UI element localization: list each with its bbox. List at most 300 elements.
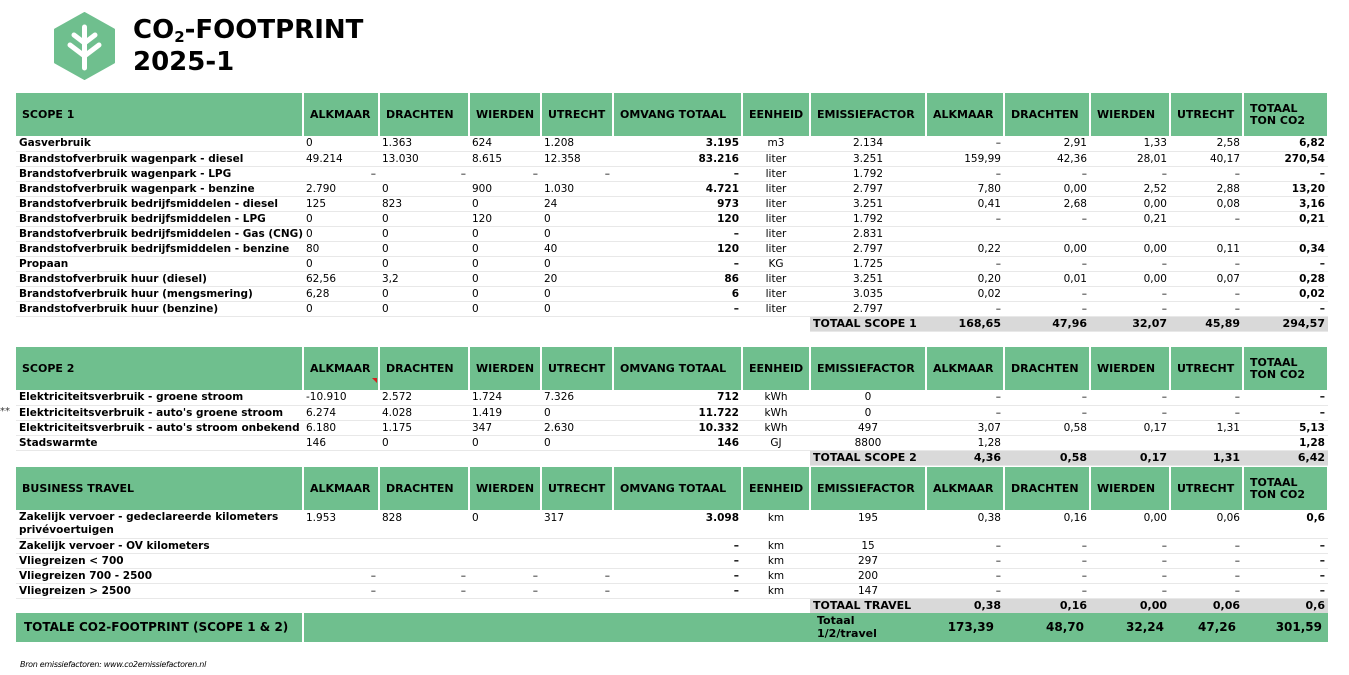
cell-t_alk[interactable]: – [926,538,1004,553]
cell-wie[interactable]: – [469,568,541,583]
cell-name[interactable]: Brandstofverbruik huur (diesel) [16,271,303,286]
cell-wie[interactable]: 1.724 [469,390,541,405]
cell-utr[interactable]: 40 [541,241,613,256]
cell-t_utr[interactable]: 40,17 [1170,151,1243,166]
cell-dra[interactable]: 0 [379,241,469,256]
cell-utr[interactable]: 0 [541,286,613,301]
cell-factor[interactable]: 297 [810,553,926,568]
cell-dra[interactable]: 0 [379,301,469,316]
cell-t_utr[interactable]: 0,07 [1170,271,1243,286]
cell-wie[interactable]: 0 [469,196,541,211]
cell-t_dra[interactable]: 0,16 [1004,510,1090,538]
cell-factor[interactable]: 3.251 [810,196,926,211]
cell-factor[interactable]: 2.831 [810,226,926,241]
cell-omv[interactable]: 3.195 [613,136,742,151]
cell-name[interactable]: Zakelijk vervoer - gedeclareerde kilometers privévoertuigen [16,510,303,538]
scope1-col-ton-wierden: WIERDEN [1090,93,1170,136]
cell-dra[interactable]: 0 [379,226,469,241]
cell-alk[interactable]: 0 [303,301,379,316]
cell-alk[interactable] [303,553,379,568]
cell-t_wie[interactable]: – [1090,256,1170,271]
cell-t_wie[interactable]: – [1090,286,1170,301]
grand-total-bar [16,613,1328,642]
cell-dra[interactable]: – [379,568,469,583]
cell-utr[interactable]: 0 [541,256,613,271]
cell-total[interactable]: – [1243,553,1328,568]
scope2-col-utrecht: UTRECHT [541,347,613,390]
cell-t_alk[interactable]: – [926,568,1004,583]
cell-t_utr[interactable]: – [1170,301,1243,316]
cell-name[interactable]: Elektriciteitsverbruik - auto's stroom onbekend [16,420,303,435]
cell-alk[interactable] [303,538,379,553]
cell-factor[interactable]: 147 [810,583,926,598]
cell-name[interactable]: Brandstofverbruik bedrijfsmiddelen - benzine [16,241,303,256]
travel-table [16,467,1329,614]
cell-t_wie[interactable]: 0,00 [1090,241,1170,256]
cell-dra[interactable]: 823 [379,196,469,211]
cell-factor[interactable]: 8800 [810,435,926,450]
cell-factor[interactable]: 497 [810,420,926,435]
cell-factor[interactable]: 3.251 [810,271,926,286]
cell-total[interactable]: – [1243,583,1328,598]
travel-col-drachten: DRACHTEN [379,467,469,510]
cell-name[interactable]: Brandstofverbruik wagenpark - benzine [16,181,303,196]
cell-alk[interactable]: 49.214 [303,151,379,166]
cell-t_utr[interactable]: 1,31 [1170,420,1243,435]
cell-utr[interactable]: 2.630 [541,420,613,435]
cell-utr[interactable]: 20 [541,271,613,286]
cell-name[interactable]: Brandstofverbruik bedrijfsmiddelen - diesel [16,196,303,211]
cell-name[interactable]: Brandstofverbruik bedrijfsmiddelen - Gas (CNG) [16,226,303,241]
cell-omv[interactable]: – [613,583,742,598]
cell-unit[interactable]: liter [742,166,810,181]
cell-total[interactable]: 0,28 [1243,271,1328,286]
cell-t_utr[interactable] [1170,435,1243,450]
cell-omv[interactable]: 11.722 [613,405,742,420]
cell-utr[interactable]: 0 [541,435,613,450]
cell-omv[interactable]: 120 [613,211,742,226]
cell-alk[interactable]: 146 [303,435,379,450]
table-row [16,286,1328,301]
cell-unit[interactable]: kWh [742,390,810,405]
cell-t_wie[interactable]: – [1090,405,1170,420]
cell-alk[interactable]: 0 [303,211,379,226]
cell-unit[interactable]: liter [742,181,810,196]
cell-omv[interactable]: – [613,256,742,271]
travel-col-totaal: TOTAAL TON CO2 [1243,467,1328,510]
cell-t_utr[interactable] [1170,226,1243,241]
cell-factor[interactable]: 2.797 [810,181,926,196]
cell-t_utr[interactable]: 0,06 [1170,510,1243,538]
cell-total[interactable]: – [1243,166,1328,181]
cell-omv[interactable]: – [613,226,742,241]
cell-wie[interactable] [469,553,541,568]
cell-unit[interactable]: GJ [742,435,810,450]
cell-name[interactable]: Vliegreizen > 2500 [16,583,303,598]
cell-t_alk[interactable]: 0,02 [926,286,1004,301]
cell-t_alk[interactable]: – [926,301,1004,316]
cell-unit[interactable]: liter [742,151,810,166]
cell-total[interactable]: 0,34 [1243,241,1328,256]
scope1-label: SCOPE 1 [16,93,303,136]
cell-t_alk[interactable]: 159,99 [926,151,1004,166]
cell-t_dra[interactable]: 2,68 [1004,196,1090,211]
scope2-col-eenheid: EENHEID [742,347,810,390]
cell-t_utr[interactable]: 2,88 [1170,181,1243,196]
cell-name[interactable]: Vliegreizen < 700 [16,553,303,568]
cell-t_wie[interactable]: 2,52 [1090,181,1170,196]
cell-utr[interactable]: 12.358 [541,151,613,166]
cell-omv[interactable]: 6 [613,286,742,301]
cell-t_wie[interactable]: 1,33 [1090,136,1170,151]
cell-name[interactable]: Elektriciteitsverbruik - groene stroom [16,390,303,405]
cell-dra[interactable]: 1.363 [379,136,469,151]
cell-t_dra[interactable]: 2,91 [1004,136,1090,151]
cell-dra[interactable]: 0 [379,181,469,196]
cell-name[interactable]: Brandstofverbruik huur (mengsmering) [16,286,303,301]
cell-t_dra[interactable]: – [1004,166,1090,181]
cell-t_wie[interactable]: – [1090,166,1170,181]
cell-wie[interactable]: 0 [469,271,541,286]
scope2-header-row [16,347,1328,390]
cell-dra[interactable] [379,538,469,553]
travel-col-ton-drachten: DRACHTEN [1004,467,1090,510]
cell-wie[interactable]: 120 [469,211,541,226]
cell-dra[interactable]: – [379,166,469,181]
cell-unit[interactable]: km [742,568,810,583]
cell-omv[interactable]: 973 [613,196,742,211]
cell-total[interactable]: 1,28 [1243,435,1328,450]
cell-unit[interactable]: km [742,510,810,538]
cell-omv[interactable]: – [613,538,742,553]
cell-t_alk[interactable]: 3,07 [926,420,1004,435]
cell-wie[interactable]: 347 [469,420,541,435]
cell-wie[interactable] [469,538,541,553]
cell-dra[interactable]: 828 [379,510,469,538]
cell-wie[interactable]: 624 [469,136,541,151]
cell-factor[interactable]: 1.725 [810,256,926,271]
cell-total[interactable]: 0,6 [1243,510,1328,538]
cell-factor[interactable]: 1.792 [810,211,926,226]
cell-dra[interactable]: 0 [379,211,469,226]
cell-factor[interactable]: 0 [810,405,926,420]
grand-total-utrecht: 47,26 [1198,620,1236,634]
cell-alk[interactable]: 80 [303,241,379,256]
cell-unit[interactable]: KG [742,256,810,271]
cell-utr[interactable]: 24 [541,196,613,211]
cell-factor[interactable]: 3.251 [810,151,926,166]
cell-factor[interactable]: 195 [810,510,926,538]
cell-utr[interactable]: – [541,166,613,181]
cell-factor[interactable]: 2.797 [810,301,926,316]
cell-t_utr[interactable]: – [1170,553,1243,568]
cell-factor[interactable]: 15 [810,538,926,553]
cell-factor[interactable]: 1.792 [810,166,926,181]
cell-total[interactable]: – [1243,568,1328,583]
cell-utr[interactable]: – [541,568,613,583]
cell-t_alk[interactable]: – [926,553,1004,568]
cell-wie[interactable]: – [469,166,541,181]
cell-omv[interactable]: 86 [613,271,742,286]
cell-t_dra[interactable]: – [1004,286,1090,301]
cell-utr[interactable]: 0 [541,226,613,241]
empty-cell [379,598,469,613]
cell-t_utr[interactable]: 2,58 [1170,136,1243,151]
cell-name[interactable]: Stadswarmte [16,435,303,450]
cell-omv[interactable]: 712 [613,390,742,405]
cell-t_wie[interactable]: – [1090,553,1170,568]
cell-name[interactable]: Brandstofverbruik wagenpark - LPG [16,166,303,181]
cell-wie[interactable]: 0 [469,226,541,241]
cell-t_alk[interactable] [926,226,1004,241]
cell-t_alk[interactable]: 7,80 [926,181,1004,196]
page-title: $CO_2$-FOOTPRINT 2025-1 [133,15,364,77]
cell-t_alk[interactable]: – [926,166,1004,181]
cell-factor[interactable]: 3.035 [810,286,926,301]
cell-t_alk[interactable]: 0,20 [926,271,1004,286]
cell-wie[interactable]: 0 [469,241,541,256]
cell-total[interactable]: 5,13 [1243,420,1328,435]
cell-utr[interactable]: 1.030 [541,181,613,196]
cell-t_wie[interactable]: – [1090,390,1170,405]
cell-t_alk[interactable]: 0,38 [926,510,1004,538]
cell-wie[interactable]: 8.615 [469,151,541,166]
scope1-total-label: TOTAAL SCOPE 1 [810,316,926,331]
cell-total[interactable]: 13,20 [1243,181,1328,196]
cell-t_dra[interactable]: – [1004,538,1090,553]
cell-utr[interactable]: 0 [541,301,613,316]
empty-cell [303,450,379,465]
cell-alk[interactable]: – [303,166,379,181]
cell-omv[interactable]: – [613,568,742,583]
cell-name[interactable]: Gasverbruik [16,136,303,151]
cell-unit[interactable]: liter [742,241,810,256]
table-row [16,405,1328,420]
cell-unit[interactable]: kWh [742,420,810,435]
scope2-total-label: TOTAAL SCOPE 2 [810,450,926,465]
cell-t_dra[interactable]: – [1004,301,1090,316]
cell-factor[interactable]: 2.797 [810,241,926,256]
cell-unit[interactable]: liter [742,211,810,226]
cell-utr[interactable]: – [541,583,613,598]
cell-t_dra[interactable]: – [1004,256,1090,271]
cell-utr[interactable]: 7.326 [541,390,613,405]
cell-t_wie[interactable]: 28,01 [1090,151,1170,166]
cell-t_utr[interactable]: – [1170,405,1243,420]
cell-dra[interactable]: 0 [379,435,469,450]
cell-omv[interactable]: – [613,166,742,181]
cell-omv[interactable]: 3.098 [613,510,742,538]
cell-wie[interactable]: 900 [469,181,541,196]
cell-t_wie[interactable]: 0,17 [1090,420,1170,435]
cell-omv[interactable]: 83.216 [613,151,742,166]
cell-t_utr[interactable]: – [1170,256,1243,271]
cell-factor[interactable]: 200 [810,568,926,583]
cell-alk[interactable]: 0 [303,256,379,271]
cell-alk[interactable]: 6.180 [303,420,379,435]
cell-t_alk[interactable]: – [926,211,1004,226]
cell-t_dra[interactable]: – [1004,553,1090,568]
cell-omv[interactable]: 10.332 [613,420,742,435]
cell-unit[interactable]: m3 [742,136,810,151]
cell-unit[interactable]: liter [742,301,810,316]
cell-omv[interactable]: 120 [613,241,742,256]
cell-dra[interactable] [379,553,469,568]
cell-omv[interactable]: – [613,553,742,568]
cell-t_alk[interactable]: – [926,390,1004,405]
table-row [16,553,1328,568]
cell-total[interactable]: – [1243,390,1328,405]
cell-dra[interactable]: 3,2 [379,271,469,286]
cell-total[interactable]: 0,21 [1243,211,1328,226]
cell-t_dra[interactable]: 0,58 [1004,420,1090,435]
cell-factor[interactable]: 2.134 [810,136,926,151]
cell-unit[interactable]: liter [742,271,810,286]
cell-wie[interactable]: 0 [469,286,541,301]
cell-t_dra[interactable]: 0,01 [1004,271,1090,286]
cell-name[interactable]: Vliegreizen 700 - 2500 [16,568,303,583]
cell-dra[interactable]: 13.030 [379,151,469,166]
cell-total[interactable]: 0,02 [1243,286,1328,301]
cell-alk[interactable]: 0 [303,136,379,151]
cell-t_dra[interactable]: 0,00 [1004,241,1090,256]
cell-total[interactable]: – [1243,538,1328,553]
travel-col-alkmaar: ALKMAAR [303,467,379,510]
cell-dra[interactable]: 1.175 [379,420,469,435]
cell-unit[interactable]: km [742,553,810,568]
cell-t_dra[interactable]: – [1004,390,1090,405]
scope1-header-row [16,93,1328,136]
cell-dra[interactable]: – [379,583,469,598]
cell-t_dra[interactable] [1004,435,1090,450]
cell-t_alk[interactable]: – [926,256,1004,271]
table-row [16,226,1328,241]
cell-t_utr[interactable]: – [1170,166,1243,181]
cell-total[interactable]: 270,54 [1243,151,1328,166]
cell-total[interactable]: 3,16 [1243,196,1328,211]
cell-t_dra[interactable]: – [1004,583,1090,598]
cell-t_utr[interactable]: – [1170,583,1243,598]
cell-t_utr[interactable]: – [1170,211,1243,226]
cell-t_alk[interactable]: 0,22 [926,241,1004,256]
cell-alk[interactable]: – [303,583,379,598]
cell-name[interactable]: Zakelijk vervoer - OV kilometers [16,538,303,553]
cell-unit[interactable]: km [742,583,810,598]
cell-t_dra[interactable] [1004,226,1090,241]
cell-t_dra[interactable]: – [1004,405,1090,420]
empty-cell [742,450,810,465]
cell-t_wie[interactable]: 0,00 [1090,271,1170,286]
cell-utr[interactable]: 0 [541,211,613,226]
cell-alk[interactable]: – [303,568,379,583]
cell-t_wie[interactable] [1090,435,1170,450]
cell-utr[interactable] [541,553,613,568]
empty-cell [541,450,613,465]
cell-t_dra[interactable]: 0,00 [1004,181,1090,196]
cell-t_alk[interactable]: 0,41 [926,196,1004,211]
cell-t_wie[interactable]: – [1090,583,1170,598]
cell-utr[interactable]: 0 [541,405,613,420]
cell-omv[interactable]: 146 [613,435,742,450]
cell-dra[interactable]: 0 [379,256,469,271]
cell-wie[interactable]: 1.419 [469,405,541,420]
cell-utr[interactable]: 317 [541,510,613,538]
travel-label: BUSINESS TRAVEL [16,467,303,510]
cell-total[interactable]: 6,82 [1243,136,1328,151]
cell-wie[interactable]: 0 [469,301,541,316]
cell-name[interactable]: Brandstofverbruik wagenpark - diesel [16,151,303,166]
cell-utr[interactable] [541,538,613,553]
scope2-table [16,347,1329,466]
cell-name[interactable]: Brandstofverbruik huur (benzine) [16,301,303,316]
cell-t_wie[interactable]: – [1090,568,1170,583]
cell-name[interactable]: Brandstofverbruik bedrijfsmiddelen - LPG [16,211,303,226]
cell-dra[interactable]: 0 [379,286,469,301]
cell-t_wie[interactable]: – [1090,301,1170,316]
cell-omv[interactable]: 4.721 [613,181,742,196]
cell-dra[interactable]: 4.028 [379,405,469,420]
cell-dra[interactable]: 2.572 [379,390,469,405]
cell-name[interactable]: Propaan [16,256,303,271]
cell-total[interactable] [1243,226,1328,241]
cell-unit[interactable]: liter [742,286,810,301]
cell-unit[interactable]: liter [742,196,810,211]
cell-alk[interactable]: 6.274 [303,405,379,420]
cell-t_dra[interactable]: – [1004,568,1090,583]
cell-omv[interactable]: – [613,301,742,316]
cell-t_alk[interactable]: – [926,583,1004,598]
cell-name[interactable]: Elektriciteitsverbruik - auto's groene stroom [16,405,303,420]
cell-unit[interactable]: kWh [742,405,810,420]
cell-t_wie[interactable] [1090,226,1170,241]
cell-t_wie[interactable]: 0,21 [1090,211,1170,226]
cell-wie[interactable]: 0 [469,435,541,450]
cell-t_wie[interactable]: – [1090,538,1170,553]
cell-t_utr[interactable]: 0,08 [1170,196,1243,211]
cell-t_dra[interactable]: – [1004,211,1090,226]
cell-t_alk[interactable]: – [926,405,1004,420]
cell-alk[interactable]: 1.953 [303,510,379,538]
cell-t_wie[interactable]: 0,00 [1090,196,1170,211]
cell-alk[interactable]: 6,28 [303,286,379,301]
cell-t_utr[interactable]: – [1170,568,1243,583]
cell-t_dra[interactable]: 42,36 [1004,151,1090,166]
cell-t_alk[interactable]: 1,28 [926,435,1004,450]
cell-alk[interactable]: 125 [303,196,379,211]
cell-t_utr[interactable]: 0,11 [1170,241,1243,256]
cell-t_utr[interactable]: – [1170,286,1243,301]
cell-alk[interactable]: 62,56 [303,271,379,286]
cell-factor[interactable]: 0 [810,390,926,405]
cell-total[interactable]: – [1243,405,1328,420]
cell-unit[interactable]: km [742,538,810,553]
cell-t_alk[interactable]: – [926,136,1004,151]
cell-t_utr[interactable]: – [1170,538,1243,553]
cell-total[interactable]: – [1243,256,1328,271]
cell-utr[interactable]: 1.208 [541,136,613,151]
cell-total[interactable]: – [1243,301,1328,316]
cell-wie[interactable]: 0 [469,510,541,538]
cell-alk[interactable]: 0 [303,226,379,241]
cell-alk[interactable]: 2.790 [303,181,379,196]
cell-alk[interactable]: -10.910 [303,390,379,405]
cell-unit[interactable]: liter [742,226,810,241]
cell-wie[interactable]: 0 [469,256,541,271]
cell-t_utr[interactable]: – [1170,390,1243,405]
comment-indicator[interactable] [372,378,377,383]
cell-t_wie[interactable]: 0,00 [1090,510,1170,538]
cell-wie[interactable]: – [469,583,541,598]
